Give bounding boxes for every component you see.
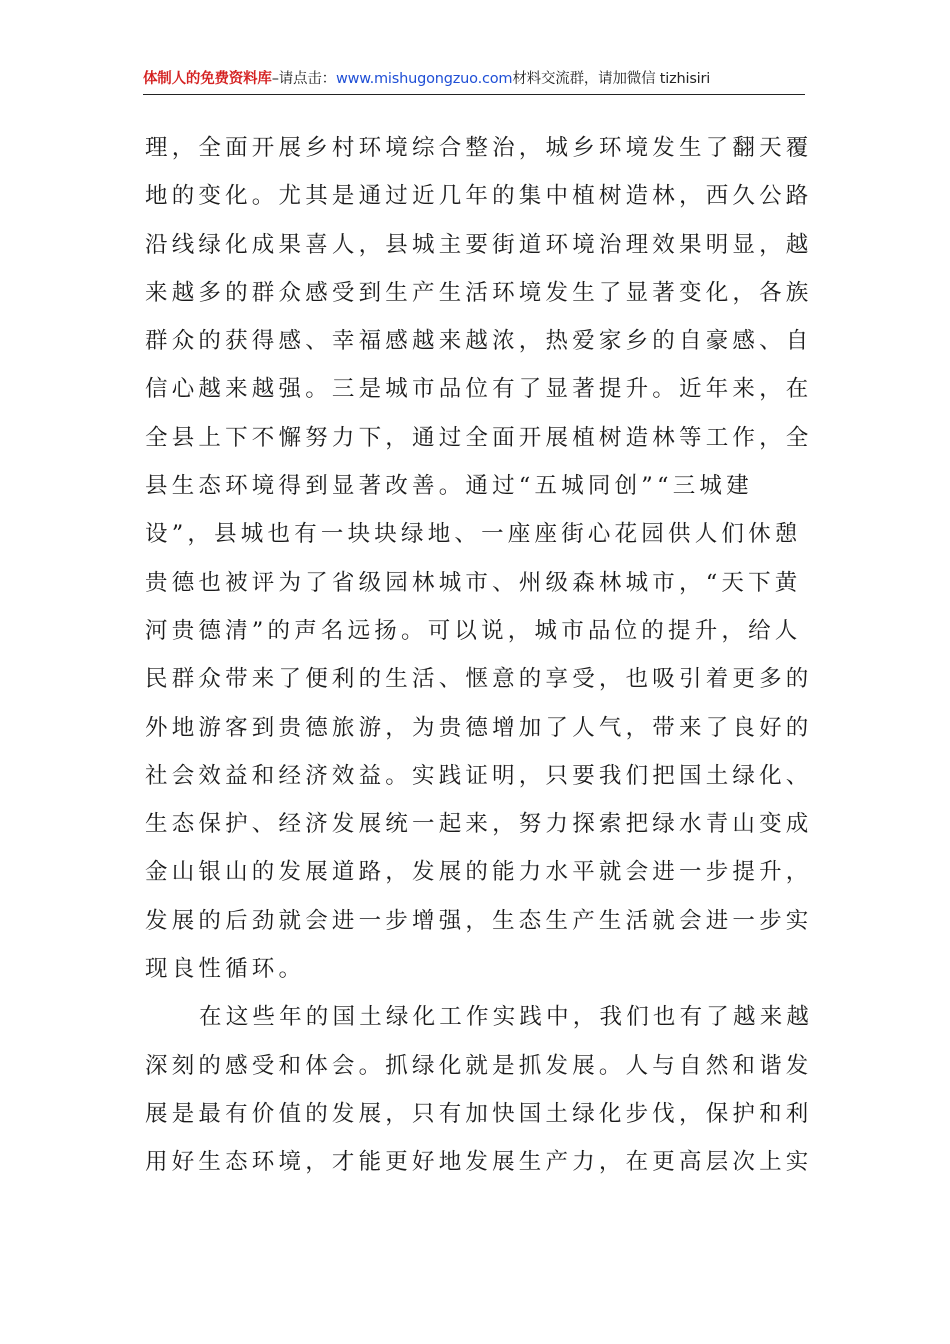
text-line: 外地游客到贵德旅游，为贵德增加了人气，带来了良好的 bbox=[145, 714, 813, 741]
text-line: 县生态环境得到显著改善。通过“五城同创”“三城建 bbox=[145, 473, 753, 500]
text-line: 群众的获得感、幸福感越来越浓，热爱家乡的自豪感、自 bbox=[145, 328, 813, 355]
text-line: 社会效益和经济效益。实践证明，只要我们把国土绿化、 bbox=[145, 762, 813, 789]
text-line: 现良性循环。 bbox=[145, 956, 306, 983]
text-line: 沿线绿化成果喜人，县城主要街道环境治理效果明显，越 bbox=[145, 231, 813, 258]
text-line: 深刻的感受和体会。抓绿化就是抓发展。人与自然和谐发 bbox=[145, 1052, 813, 1079]
text-line: 用好生态环境，才能更好地发展生产力，在更高层次上实 bbox=[145, 1149, 813, 1176]
text-line: 生态保护、经济发展统一起来，努力探索把绿水青山变成 bbox=[145, 811, 813, 838]
document-body bbox=[145, 124, 814, 1187]
library-label[interactable]: 体制人的免费资料库 bbox=[143, 71, 272, 87]
paragraph-1 bbox=[145, 124, 813, 993]
text-line: 全县上下不懈努力下，通过全面开展植树造林等工作，全 bbox=[145, 424, 813, 451]
text-line: 民群众带来了便利的生活、惬意的享受，也吸引着更多的 bbox=[145, 666, 813, 693]
text-line: 理，全面开展乡村环境综合整治，城乡环境发生了翻天覆 bbox=[145, 135, 813, 161]
text-line: 来越多的群众感受到生产生活环境发生了显著变化，各族 bbox=[145, 279, 813, 306]
text-line: 展是最有价值的发展，只有加快国土绿化步伐，保护和利 bbox=[145, 1100, 813, 1127]
website-link[interactable]: www.mishugongzuo.com bbox=[335, 71, 513, 87]
text-line: 贵德也被评为了省级园林城市、州级森林城市，“天下黄 bbox=[145, 569, 802, 596]
text-line: 金山银山的发展道路，发展的能力水平就会进一步提升， bbox=[145, 859, 813, 886]
paragraph-2 bbox=[145, 993, 814, 1186]
click-label: –请点击： bbox=[271, 71, 336, 87]
text-line: 设”，县城也有一块块绿地、一座座街心花园供人们休憩 bbox=[145, 521, 802, 548]
text-line: 信心越来越强。三是城市品位有了显著提升。近年来，在 bbox=[145, 376, 813, 403]
page-header bbox=[143, 66, 805, 95]
text-line: 发展的后劲就会进一步增强，生态生产生活就会进一步实 bbox=[145, 907, 813, 934]
text-line: 地的变化。尤其是通过近几年的集中植树造林，西久公路 bbox=[145, 183, 813, 210]
text-line: 河贵德清”的声名远扬。可以说，城市品位的提升，给人 bbox=[145, 617, 802, 644]
wechat-contact-text: 材料交流群，请加微信 tizhisiri bbox=[512, 71, 711, 87]
text-line: 在这些年的国土绿化工作实践中，我们也有了越来越 bbox=[199, 1004, 814, 1031]
